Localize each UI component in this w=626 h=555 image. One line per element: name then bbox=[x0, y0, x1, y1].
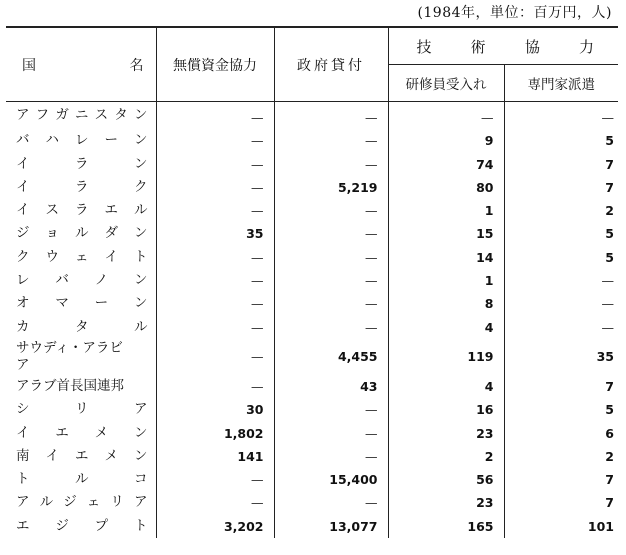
cell-grant: 3,202 bbox=[156, 515, 274, 538]
country-name: カ タ ル bbox=[6, 316, 156, 339]
country-name: ア ル ジ ェ リ ア bbox=[6, 491, 156, 514]
cell-grant: — bbox=[156, 292, 274, 315]
cell-loan: — bbox=[274, 422, 388, 445]
header-country: 国 名 bbox=[6, 27, 156, 102]
header-experts: 専門家派遣 bbox=[504, 65, 618, 102]
cell-trainees: 56 bbox=[388, 468, 504, 491]
table-row bbox=[6, 375, 618, 398]
table-row bbox=[6, 176, 618, 199]
cell-trainees: 4 bbox=[388, 316, 504, 339]
cell-experts: 5 bbox=[605, 402, 614, 418]
cell-grant: — bbox=[156, 491, 274, 514]
aid-table bbox=[6, 26, 618, 538]
cell-grant: — bbox=[156, 199, 274, 222]
table-row bbox=[6, 102, 618, 130]
header-grant: 無償資金協力 bbox=[156, 27, 274, 102]
cell-experts: 7 bbox=[605, 179, 614, 195]
cell-experts: 7 bbox=[605, 495, 614, 511]
header-loan: 政府貸付 bbox=[274, 27, 388, 102]
table-row bbox=[6, 339, 618, 375]
table-row bbox=[6, 468, 618, 491]
cell-experts: 7 bbox=[605, 378, 614, 394]
table-row bbox=[6, 153, 618, 176]
cell-loan: 15,400 bbox=[274, 468, 388, 491]
cell-experts: 5 bbox=[605, 226, 614, 242]
cell-grant: — bbox=[156, 102, 274, 130]
cell-trainees: 1 bbox=[388, 269, 504, 292]
cell-grant: — bbox=[156, 129, 274, 152]
cell-loan: — bbox=[274, 129, 388, 152]
table-row bbox=[6, 199, 618, 222]
country-name: バ ハ レ ー ン bbox=[6, 129, 156, 152]
cell-grant: — bbox=[156, 153, 274, 176]
table-row bbox=[6, 422, 618, 445]
cell-grant: — bbox=[156, 375, 274, 398]
country-name: イ ラ ン bbox=[6, 153, 156, 176]
table-row bbox=[6, 292, 618, 315]
cell-grant: — bbox=[156, 468, 274, 491]
country-name: サウディ・アラビ ア bbox=[6, 339, 156, 375]
table-row bbox=[6, 491, 618, 514]
country-name: アラブ首長国連邦 bbox=[6, 375, 156, 398]
cell-trainees: 23 bbox=[388, 422, 504, 445]
cell-trainees: 80 bbox=[388, 176, 504, 199]
country-name: ク ウ ェ イ ト bbox=[6, 246, 156, 269]
cell-trainees: 15 bbox=[388, 222, 504, 245]
cell-trainees: 8 bbox=[388, 292, 504, 315]
cell-experts: 35 bbox=[596, 349, 614, 365]
cell-loan: — bbox=[274, 269, 388, 292]
cell-grant: — bbox=[156, 269, 274, 292]
cell-experts: — bbox=[601, 273, 614, 289]
cell-loan: — bbox=[274, 292, 388, 315]
cell-experts: 6 bbox=[605, 425, 614, 441]
country-name: イ エ メ ン bbox=[6, 422, 156, 445]
cell-loan: — bbox=[274, 445, 388, 468]
cell-loan: — bbox=[274, 102, 388, 130]
cell-trainees: 1 bbox=[388, 199, 504, 222]
cell-loan: — bbox=[274, 153, 388, 176]
table-row bbox=[6, 222, 618, 245]
cell-experts: 2 bbox=[605, 203, 614, 219]
cell-loan: — bbox=[274, 199, 388, 222]
country-name: イ ス ラ エ ル bbox=[6, 199, 156, 222]
cell-trainees: — bbox=[388, 102, 504, 130]
cell-loan: 5,219 bbox=[274, 176, 388, 199]
country-name: 南 イ エ メ ン bbox=[6, 445, 156, 468]
cell-trainees: 2 bbox=[388, 445, 504, 468]
country-name: オ マ ー ン bbox=[6, 292, 156, 315]
cell-trainees: 23 bbox=[388, 491, 504, 514]
country-name: シ リ ア bbox=[6, 398, 156, 421]
cell-loan: 43 bbox=[274, 375, 388, 398]
cell-experts: 5 bbox=[605, 249, 614, 265]
table-row bbox=[6, 316, 618, 339]
cell-loan: — bbox=[274, 316, 388, 339]
cell-loan: — bbox=[274, 222, 388, 245]
table-row bbox=[6, 129, 618, 152]
country-name: ジ ョ ル ダ ン bbox=[6, 222, 156, 245]
table-row bbox=[6, 445, 618, 468]
cell-experts: 7 bbox=[605, 156, 614, 172]
cell-grant: 30 bbox=[156, 398, 274, 421]
unit-note: (1984年，単位：百万円，人) bbox=[417, 5, 612, 21]
cell-trainees: 9 bbox=[388, 129, 504, 152]
table-row bbox=[6, 246, 618, 269]
cell-experts: — bbox=[601, 110, 614, 125]
cell-trainees: 165 bbox=[388, 515, 504, 538]
cell-loan: — bbox=[274, 491, 388, 514]
cell-trainees: 119 bbox=[388, 339, 504, 375]
country-name: エ ジ プ ト bbox=[6, 515, 156, 538]
table-header bbox=[6, 27, 618, 102]
cell-experts: 7 bbox=[605, 472, 614, 488]
cell-trainees: 4 bbox=[388, 375, 504, 398]
cell-loan: 13,077 bbox=[274, 515, 388, 538]
cell-experts: — bbox=[601, 296, 614, 312]
cell-loan: — bbox=[274, 398, 388, 421]
cell-experts: 101 bbox=[587, 518, 614, 534]
country-name: イ ラ ク bbox=[6, 176, 156, 199]
cell-grant: 141 bbox=[156, 445, 274, 468]
cell-grant: 1,802 bbox=[156, 422, 274, 445]
country-name: レ バ ノ ン bbox=[6, 269, 156, 292]
cell-grant: 35 bbox=[156, 222, 274, 245]
country-name: ト ル コ bbox=[6, 468, 156, 491]
cell-grant: — bbox=[156, 339, 274, 375]
cell-loan: 4,455 bbox=[274, 339, 388, 375]
cell-experts: — bbox=[601, 319, 614, 335]
cell-experts: 5 bbox=[605, 133, 614, 149]
cell-experts: 2 bbox=[605, 448, 614, 464]
header-trainees: 研修員受入れ bbox=[388, 65, 504, 102]
country-name: ア フ ガ ニ ス タ ン bbox=[6, 102, 156, 130]
table-row bbox=[6, 269, 618, 292]
cell-grant: — bbox=[156, 316, 274, 339]
table-row bbox=[6, 398, 618, 421]
cell-grant: — bbox=[156, 246, 274, 269]
table-row bbox=[6, 515, 618, 538]
header-technical-cooperation: 技 術 協 力 bbox=[388, 27, 618, 65]
cell-grant: — bbox=[156, 176, 274, 199]
cell-trainees: 16 bbox=[388, 398, 504, 421]
table-body bbox=[6, 102, 618, 539]
cell-trainees: 14 bbox=[388, 246, 504, 269]
cell-trainees: 74 bbox=[388, 153, 504, 176]
cell-loan: — bbox=[274, 246, 388, 269]
